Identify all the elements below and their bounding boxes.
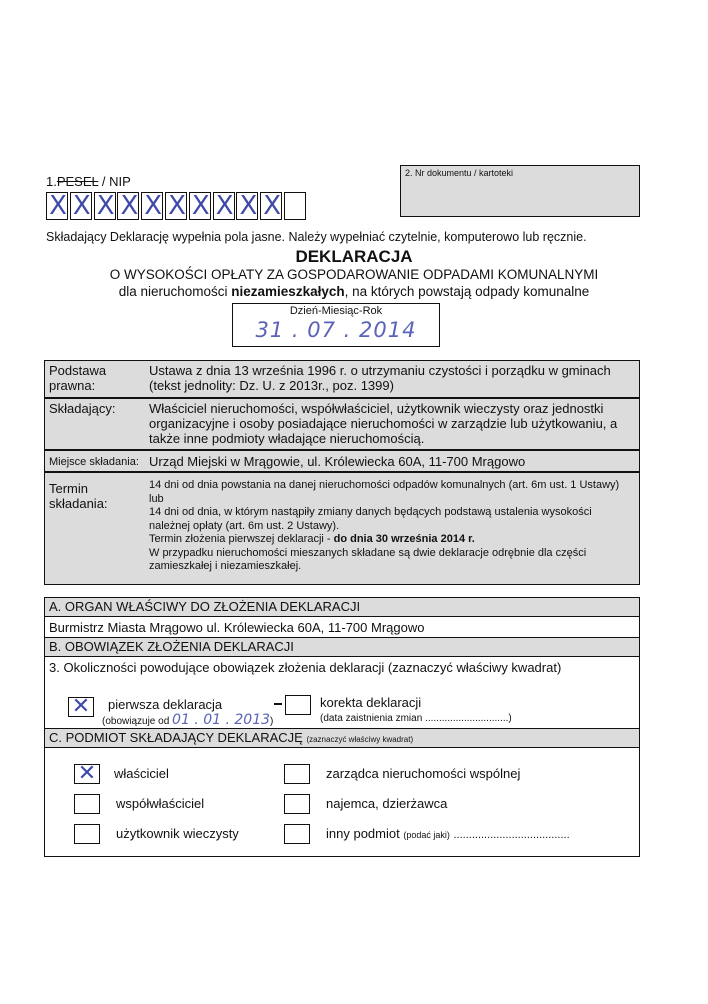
checkbox-wlasciciel[interactable] [74, 761, 100, 786]
podstawa-label: Podstawa prawna: [49, 363, 107, 393]
field1-label: 1.PESEL / NIP [46, 174, 131, 189]
info-miejsce [44, 450, 640, 472]
option-uzytkownik-label: użytkownik wieczysty [116, 826, 239, 841]
pesel-struck: PESEL [56, 174, 99, 189]
nip-cell-value [286, 193, 306, 219]
date-box[interactable] [232, 303, 440, 347]
subtitle-line2: dla nieruchomości niezamieszkałych, na których powstają odpady komunalne [118, 284, 590, 299]
check-mark-icon: ✕ [71, 694, 91, 719]
option-separator [274, 703, 282, 705]
option-pierwsza-sub: (obowiązuje od 01 . 01 . 2013) [102, 712, 274, 728]
document-number-label: 2. Nr dokumentu / kartoteki [405, 168, 514, 178]
option-inny-label: inny podmiot (podać jaki) ...................................... [326, 826, 570, 841]
termin-label: Termin składania: [49, 481, 108, 511]
info-skladajacy [44, 398, 640, 450]
date-value: 31 . 07 . 2014 [255, 318, 417, 342]
nip-cell-value: X [215, 191, 234, 221]
checkbox-wspolwlasciciel[interactable] [74, 794, 100, 814]
checkbox-korekta[interactable] [285, 695, 311, 715]
option-wspolwlasciciel-label: współwłaściciel [116, 796, 205, 811]
miejsce-label: Miejsce składania: [49, 456, 139, 468]
option-zarzadca-label: zarządca nieruchomości wspólnej [326, 766, 521, 781]
nip-cell[interactable] [260, 192, 282, 220]
nip-cell-value: X [239, 191, 258, 221]
info-podstawa [44, 360, 640, 398]
checkbox-zarzadca[interactable] [284, 764, 310, 784]
date-label: Dzień-Miesiąc-Rok [289, 305, 383, 317]
nip-cell[interactable] [117, 192, 139, 220]
nip-cell[interactable] [46, 192, 68, 220]
section-a-value: Burmistrz Miasta Mrągowo ul. Królewiecka 60A, 11-700 Mrągowo [44, 616, 640, 638]
nip-cell-value: X [168, 191, 186, 221]
checkbox-pierwsza[interactable] [68, 694, 94, 719]
nip-cell-value: X [144, 191, 163, 221]
nip-cell[interactable] [141, 192, 163, 220]
nip-cell[interactable] [236, 192, 258, 220]
nip-cell-value: X [191, 191, 210, 221]
nip-cell[interactable] [165, 192, 187, 220]
nip-cell-value: X [96, 191, 115, 221]
nip-cell[interactable] [189, 192, 211, 220]
checkbox-inny[interactable] [284, 824, 310, 844]
effective-date-value: 01 . 01 . 2013 [172, 712, 271, 728]
nip-cell[interactable] [284, 192, 306, 220]
nip-cell-value: X [120, 191, 139, 221]
document-number-field[interactable] [400, 165, 640, 217]
checkbox-najemca[interactable] [284, 794, 310, 814]
option-korekta-label: korekta deklaracji [320, 695, 422, 710]
podstawa-text: Ustawa z dnia 13 września 1996 r. o utrzymaniu czystości i porządku w gminach (tekst jednolity: Dz. U. z 2013r., poz. 1399) [149, 363, 611, 393]
nip-cell[interactable] [94, 192, 116, 220]
checkbox-uzytkownik[interactable] [74, 824, 100, 844]
other-input-dots[interactable]: ...................................... [453, 829, 570, 841]
section-b-header: B. OBOWIĄZEK ZŁOŻENIA DEKLARACJI [44, 637, 640, 657]
nip-cell-value: X [49, 191, 67, 221]
section-a-header: A. ORGAN WŁAŚCIWY DO ZŁOŻENIA DEKLARACJI [44, 597, 640, 617]
nip-cell[interactable] [70, 192, 92, 220]
section-b-question: 3. Okoliczności powodujące obowiązek złożenia deklaracji (zaznaczyć właściwy kwadrat) [49, 660, 562, 675]
info-termin [44, 472, 640, 585]
nip-cell-value: X [263, 191, 282, 221]
option-korekta-sub: (data zaistnienia zmian ..............................) [320, 713, 512, 724]
page-title: DEKLARACJA [295, 247, 413, 266]
subtitle-line1: O WYSOKOŚCI OPŁATY ZA GOSPODAROWANIE ODPADAMI KOMUNALNYMI [109, 267, 599, 282]
option-najemca-label: najemca, dzierżawca [326, 796, 448, 811]
section-c-header: C. PODMIOT SKŁADAJĄCY DEKLARACJĘ (zaznaczyć właściwy kwadrat) [44, 728, 640, 748]
option-wlasciciel-label: właściciel [114, 766, 169, 781]
miejsce-text: Urząd Miejski w Mrągowie, ul. Królewiecka 60A, 11-700 Mrągowo [149, 454, 526, 469]
nip-cell[interactable] [213, 192, 235, 220]
nip-cell-value: X [72, 191, 91, 221]
termin-text: 14 dni od dnia powstania na danej nieruchomości odpadów komunalnych (art. 6m ust. 1 Ustawy) lub 14 dni od dnia, w którym nastąpiły zmiany danych będących podstawą ustalenia wysokości należnej opłaty (art. 6m ust. 2 Ustawy). Termin złożenia pierwszej deklaracji - do dnia 30 września 2014 r. W przypadku nieruchomości mieszanych składane są dwie deklaracje odrębnie dla części zamieszkałej i niezamieszkałej. [149, 479, 620, 572]
check-mark-icon: ✕ [77, 761, 97, 786]
skladajacy-label: Składający: [49, 401, 116, 416]
instruction-text: Składający Deklarację wypełnia pola jasne. Należy wypełniać czytelnie, komputerowo lub ręcznie. [46, 230, 587, 244]
option-pierwsza-label: pierwsza deklaracja [108, 697, 223, 712]
skladajacy-text: Właściciel nieruchomości, współwłaściciel, użytkownik wieczysty oraz jednostki organizacyjne i osoby posiadające nieruchomości w zarządzie lub użytkowaniu, a także inne podmioty władające nieruchomością. [149, 401, 618, 446]
